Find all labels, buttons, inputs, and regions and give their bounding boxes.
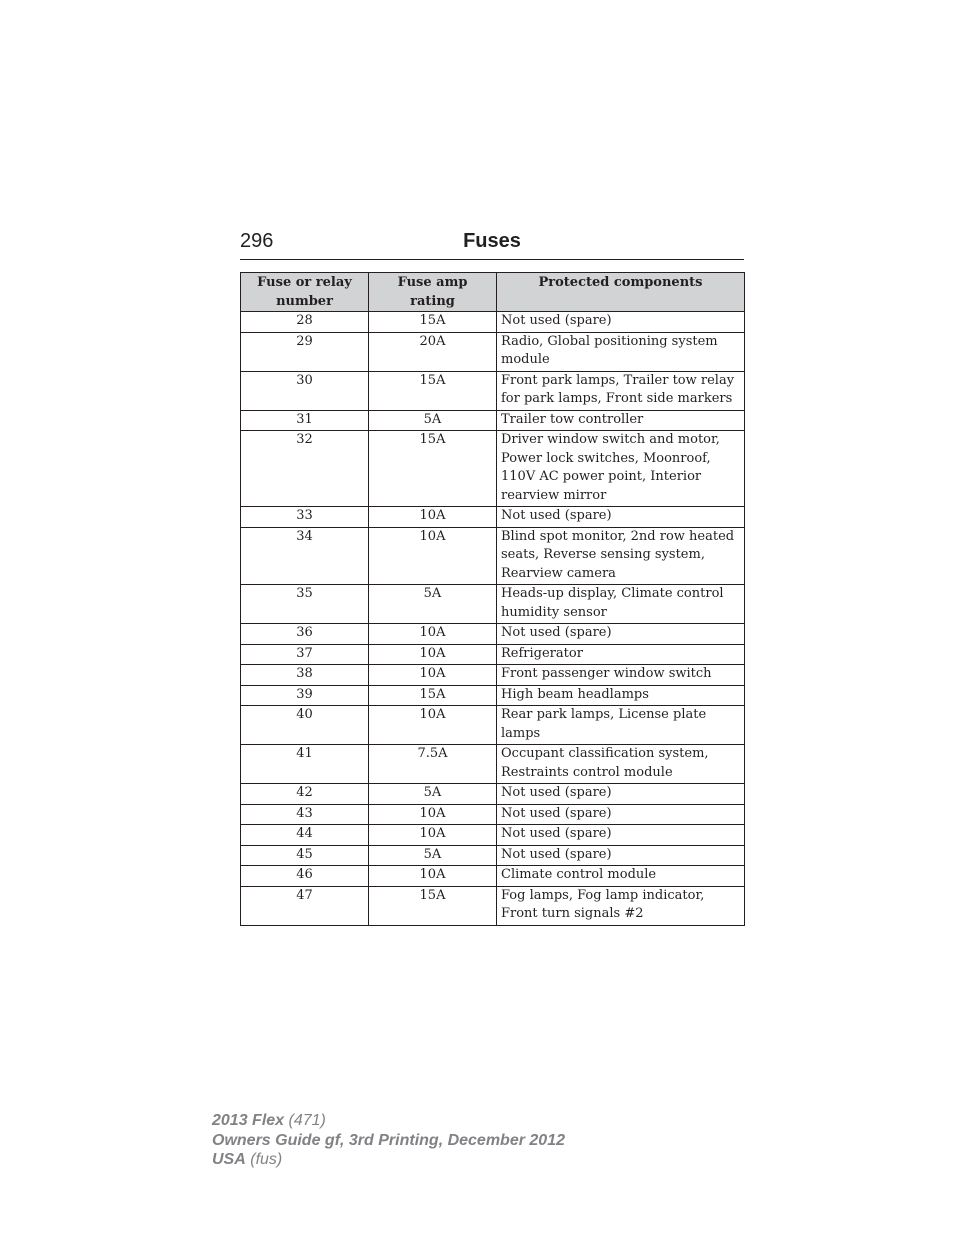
footer-market-code: (fus) <box>250 1151 283 1168</box>
document-footer <box>212 1111 565 1170</box>
protected-components-cell: Not used (spare) <box>497 784 745 805</box>
table-row <box>241 527 745 585</box>
table-row <box>241 371 745 410</box>
amp-rating-cell: 10A <box>369 527 497 585</box>
fuse-number-cell: 44 <box>241 825 369 846</box>
table-row <box>241 585 745 624</box>
fuse-number-cell: 32 <box>241 431 369 507</box>
table-row <box>241 624 745 645</box>
amp-rating-cell: 10A <box>369 706 497 745</box>
table-row <box>241 312 745 333</box>
amp-rating-cell: 10A <box>369 804 497 825</box>
footer-market: USA <box>212 1151 246 1168</box>
page-header <box>240 229 744 260</box>
footer-line-model <box>212 1111 565 1131</box>
page-number: 296 <box>240 230 274 252</box>
fuse-number-cell: 31 <box>241 410 369 431</box>
protected-components-cell: Occupant classification system, Restraints control module <box>497 745 745 784</box>
protected-components-cell: Heads-up display, Climate control humidity sensor <box>497 585 745 624</box>
fuse-number-cell: 47 <box>241 886 369 925</box>
fuse-table-body <box>241 312 745 926</box>
amp-rating-cell: 10A <box>369 866 497 887</box>
amp-rating-cell: 20A <box>369 332 497 371</box>
table-row <box>241 866 745 887</box>
fuse-number-cell: 43 <box>241 804 369 825</box>
fuse-number-cell: 36 <box>241 624 369 645</box>
footer-model: 2013 Flex <box>212 1112 285 1129</box>
amp-rating-cell: 10A <box>369 665 497 686</box>
fuse-number-cell: 34 <box>241 527 369 585</box>
table-row <box>241 507 745 528</box>
column-header-amp-rating: Fuse amp rating <box>369 273 497 312</box>
protected-components-cell: High beam headlamps <box>497 685 745 706</box>
fuse-number-cell: 40 <box>241 706 369 745</box>
fuse-number-cell: 30 <box>241 371 369 410</box>
protected-components-cell: Not used (spare) <box>497 312 745 333</box>
protected-components-cell: Blind spot monitor, 2nd row heated seats, Reverse sensing system, Rearview camera <box>497 527 745 585</box>
fuse-number-cell: 28 <box>241 312 369 333</box>
protected-components-cell: Rear park lamps, License plate lamps <box>497 706 745 745</box>
table-row <box>241 431 745 507</box>
footer-line-market <box>212 1150 565 1170</box>
table-row <box>241 804 745 825</box>
fuse-table <box>240 272 745 926</box>
fuse-number-cell: 39 <box>241 685 369 706</box>
footer-guide-info: Owners Guide gf, 3rd Printing, December 2012 <box>212 1131 565 1149</box>
amp-rating-cell: 15A <box>369 431 497 507</box>
amp-rating-cell: 10A <box>369 825 497 846</box>
protected-components-cell: Driver window switch and motor, Power lock switches, Moonroof, 110V AC power point, Interior rearview mirror <box>497 431 745 507</box>
table-row <box>241 685 745 706</box>
protected-components-cell: Front passenger window switch <box>497 665 745 686</box>
amp-rating-cell: 15A <box>369 685 497 706</box>
protected-components-cell: Trailer tow controller <box>497 410 745 431</box>
amp-rating-cell: 15A <box>369 371 497 410</box>
protected-components-cell: Not used (spare) <box>497 845 745 866</box>
protected-components-cell: Not used (spare) <box>497 804 745 825</box>
table-row <box>241 706 745 745</box>
table-row <box>241 745 745 784</box>
protected-components-cell: Front park lamps, Trailer tow relay for park lamps, Front side markers <box>497 371 745 410</box>
amp-rating-cell: 5A <box>369 410 497 431</box>
amp-rating-cell: 15A <box>369 312 497 333</box>
amp-rating-cell: 5A <box>369 845 497 866</box>
amp-rating-cell: 7.5A <box>369 745 497 784</box>
fuse-number-cell: 35 <box>241 585 369 624</box>
amp-rating-cell: 10A <box>369 507 497 528</box>
fuse-number-cell: 45 <box>241 845 369 866</box>
amp-rating-cell: 10A <box>369 644 497 665</box>
fuse-number-cell: 37 <box>241 644 369 665</box>
amp-rating-cell: 10A <box>369 624 497 645</box>
amp-rating-cell: 5A <box>369 585 497 624</box>
amp-rating-cell: 5A <box>369 784 497 805</box>
section-title: Fuses <box>463 230 521 252</box>
column-header-fuse-number: Fuse or relay number <box>241 273 369 312</box>
column-header-protected-components: Protected components <box>497 273 745 312</box>
footer-model-code: (471) <box>288 1112 326 1129</box>
table-row <box>241 825 745 846</box>
table-row <box>241 644 745 665</box>
table-row <box>241 845 745 866</box>
table-row <box>241 332 745 371</box>
protected-components-cell: Refrigerator <box>497 644 745 665</box>
protected-components-cell: Radio, Global positioning system module <box>497 332 745 371</box>
table-row <box>241 410 745 431</box>
table-row <box>241 784 745 805</box>
protected-components-cell: Not used (spare) <box>497 507 745 528</box>
fuse-number-cell: 41 <box>241 745 369 784</box>
fuse-number-cell: 46 <box>241 866 369 887</box>
fuse-table-header <box>241 273 745 312</box>
fuse-number-cell: 29 <box>241 332 369 371</box>
protected-components-cell: Fog lamps, Fog lamp indicator, Front turn signals #2 <box>497 886 745 925</box>
protected-components-cell: Not used (spare) <box>497 825 745 846</box>
table-row <box>241 886 745 925</box>
header-row <box>241 273 745 312</box>
protected-components-cell: Climate control module <box>497 866 745 887</box>
amp-rating-cell: 15A <box>369 886 497 925</box>
fuse-number-cell: 33 <box>241 507 369 528</box>
protected-components-cell: Not used (spare) <box>497 624 745 645</box>
fuse-number-cell: 38 <box>241 665 369 686</box>
table-row <box>241 665 745 686</box>
fuse-number-cell: 42 <box>241 784 369 805</box>
